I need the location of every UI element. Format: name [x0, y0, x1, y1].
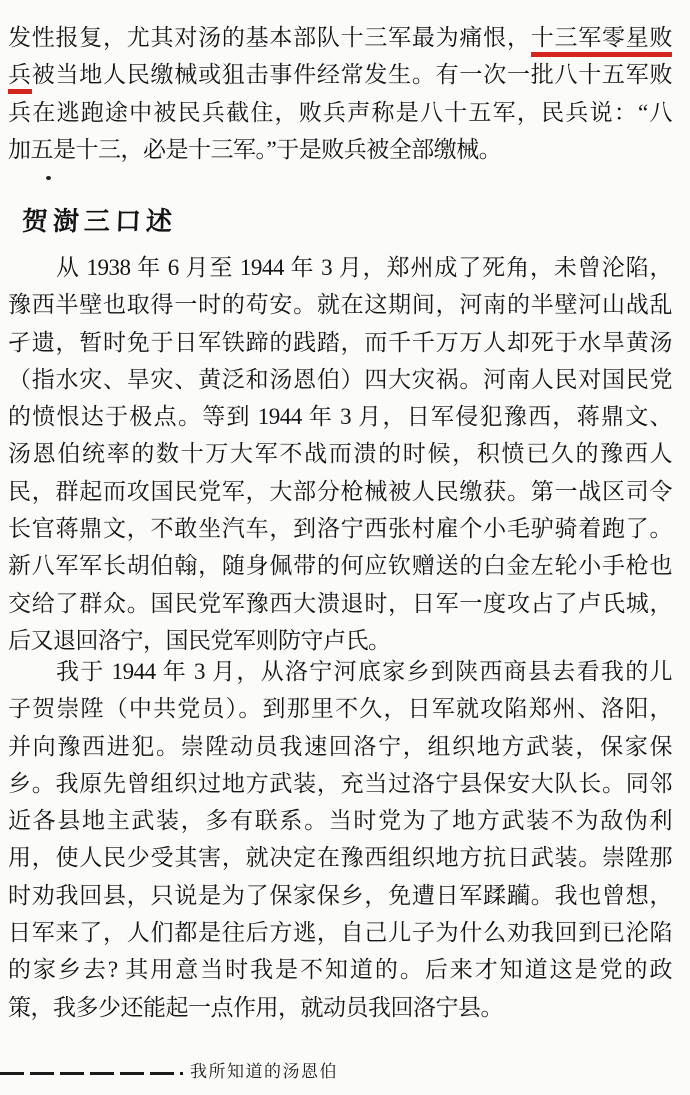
paragraph-1 [8, 19, 672, 168]
text-line: 策，我多少还能起一点作用，就动员我回洛宁县。 [8, 994, 503, 1020]
text-line: 加五是十三，必是十三军。”于是败兵被全部缴械。 [8, 136, 502, 162]
text-line: 后又退回洛宁，国民党军则防守卢氏。 [8, 627, 391, 653]
text-segment: 发性报复，尤其对汤的基本部队十三军最为痛恨， [8, 25, 531, 50]
text-line: 的愤恨达于极点。等到 1944 年 3 月，日军侵犯豫西，蒋鼎文、 [8, 404, 672, 430]
section-heading: 贺澍三口述 [21, 207, 178, 236]
text-line: 长官蒋鼎文，不敢坐汽车，到洛宁西张村雇个小毛驴骑着跑了。 [8, 516, 672, 542]
text-line [8, 19, 672, 56]
red-underlined-text: 兵 [8, 62, 32, 94]
text-line: 乡。我原先曾组织过地方武装，充当过洛宁县保安大队长。同邻 [8, 770, 672, 796]
footer-rule [0, 1072, 183, 1075]
text-line: 豫西半壁也取得一时的苟安。就在这期间，河南的半壁河山战乱 [8, 292, 672, 318]
text-line: 从 1938 年 6 月至 1944 年 3 月，郑州成了死角，未曾沦陷， [56, 255, 672, 280]
red-underlined-text: 十三军零星败 [531, 25, 672, 57]
text-line: 并向豫西进犯。崇陞动员我速回洛宁，组织地方武装，保家保 [8, 733, 672, 759]
text-line: 日军来了，人们都是往后方逃，自己儿子为什么劝我回到已沦陷 [8, 920, 672, 946]
paragraph-3 [8, 653, 672, 1026]
page-footer [0, 1056, 690, 1092]
text-line: （指水灾、旱灾、黄泛和汤恩伯）四大灾祸。河南人民对国民党 [8, 366, 672, 392]
text-line: 我于 1944 年 3 月，从洛宁河底家乡到陕西商县去看我的儿 [56, 659, 672, 684]
text-line: 交给了群众。国民党军豫西大溃退时，日军一度攻占了卢氏城， [8, 590, 672, 616]
text-segment: 被当地人民缴械或狙击事件经常发生。有一次一批八十五军败 [31, 62, 673, 88]
text-line [8, 56, 672, 93]
text-line: 汤恩伯统率的数十万大军不战而溃的时候，积愤已久的豫西人 [8, 441, 672, 467]
paragraph-2 [8, 249, 672, 659]
text-line: 兵在逃跑途中被民兵截住，败兵声称是八十五军，民兵说：“八 [8, 99, 672, 125]
ink-speck [46, 176, 51, 180]
text-line: 用，使人民少受其害，就决定在豫西组织地方抗日武装。崇陞那 [8, 845, 672, 871]
text-line: 新八军军长胡伯翰，随身佩带的何应钦赠送的白金左轮小手枪也 [8, 553, 672, 579]
book-title-footer: 我所知道的汤恩伯 [190, 1062, 338, 1081]
text-line: 民，群起而攻国民党军，大部分枪械被人民缴获。第一战区司令 [8, 478, 672, 504]
text-line: 时劝我回县，只说是为了保家保乡，免遭日军蹂躏。我也曾想， [8, 882, 672, 908]
text-line: 近各县地主武装，多有联系。当时党为了地方武装不为敌伪利 [8, 808, 672, 834]
text-line: 的家乡去? 其用意当时我是不知道的。后来才知道这是党的政 [8, 957, 672, 983]
text-line: 孑遗，暂时免于日军铁蹄的践踏，而千千万万人却死于水旱黄汤 [8, 329, 672, 355]
text-line: 子贺崇陞（中共党员）。到那里不久，日军就攻陷郑州、洛阳， [8, 696, 672, 722]
